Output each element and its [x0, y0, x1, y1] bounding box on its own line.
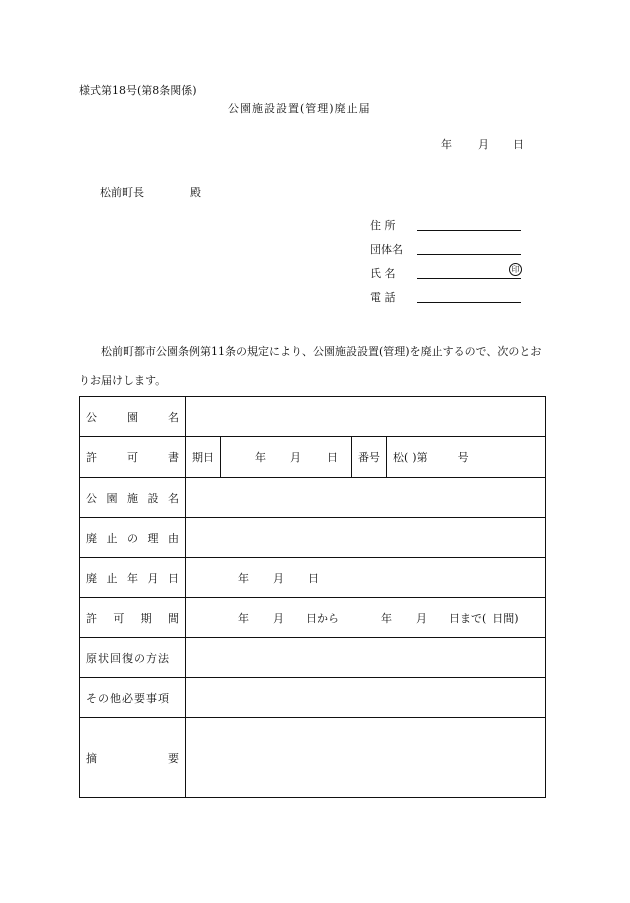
abolish-date-label: 廃 止 年 月 日: [80, 558, 186, 598]
restoration-method-field[interactable]: [186, 638, 546, 678]
date-day-label: 日: [513, 138, 524, 151]
permit-date-field[interactable]: 年 月 日: [221, 437, 352, 477]
body-text: 松前町都市公園条例第11条の規定により、公園施設設置(管理)を廃止するので、次のとおりお届けします。: [79, 345, 542, 387]
date-month-label: 月: [478, 138, 489, 151]
other-items-field[interactable]: [186, 678, 546, 718]
table-row: [80, 558, 546, 598]
reason-label: 廃 止 の 理 由: [80, 518, 186, 558]
permit-number-label: 番号: [352, 437, 387, 477]
table-row: [80, 437, 546, 478]
permit-period-label: 許 可 期 間: [80, 598, 186, 638]
summary-field[interactable]: [186, 718, 546, 798]
name-field[interactable]: [417, 264, 521, 279]
permit-label: 許 可 書: [80, 437, 186, 478]
permit-field: [186, 437, 546, 478]
group-name-field[interactable]: [417, 240, 521, 255]
notification-table: [79, 396, 546, 798]
park-name-field[interactable]: [186, 397, 546, 437]
other-items-label: その他必要事項: [80, 678, 186, 718]
table-row: [80, 638, 546, 678]
seal-mark: 印: [509, 263, 522, 276]
table-row: [80, 518, 546, 558]
phone-field[interactable]: [417, 288, 521, 303]
addressee: [100, 184, 201, 200]
table-row: [80, 397, 546, 437]
table-row: [80, 718, 546, 798]
phone-label: 電 話: [370, 291, 396, 304]
document-title: 公園施設設置(管理)廃止届: [228, 102, 371, 115]
address-label: 住 所: [370, 219, 396, 232]
addressee-honorific: 殿: [190, 186, 201, 199]
facility-name-label: 公 園 施 設 名: [80, 478, 186, 518]
group-name-label: 団体名: [370, 243, 403, 256]
table-row: [80, 478, 546, 518]
park-name-label: 公 園 名: [80, 397, 186, 437]
permit-date-label: 期日: [186, 437, 221, 477]
table-row: [80, 678, 546, 718]
permit-period-field[interactable]: 年 月 日から 年 月 日まで( 日間): [186, 598, 546, 638]
facility-name-field[interactable]: [186, 478, 546, 518]
reason-field[interactable]: [186, 518, 546, 558]
name-label: 氏 名: [370, 267, 396, 280]
addressee-name: 松前町長: [100, 186, 144, 199]
date-year-label: 年: [441, 138, 452, 151]
abolish-date-field[interactable]: 年 月 日: [186, 558, 546, 598]
address-field[interactable]: [417, 216, 521, 231]
table-row: [80, 598, 546, 638]
form-number: 様式第18号(第8条関係): [79, 84, 197, 97]
restoration-method-label: 原状回復の方法: [80, 638, 186, 678]
permit-number-field[interactable]: 松( )第 号: [393, 451, 469, 464]
summary-label: 摘 要: [80, 718, 186, 798]
